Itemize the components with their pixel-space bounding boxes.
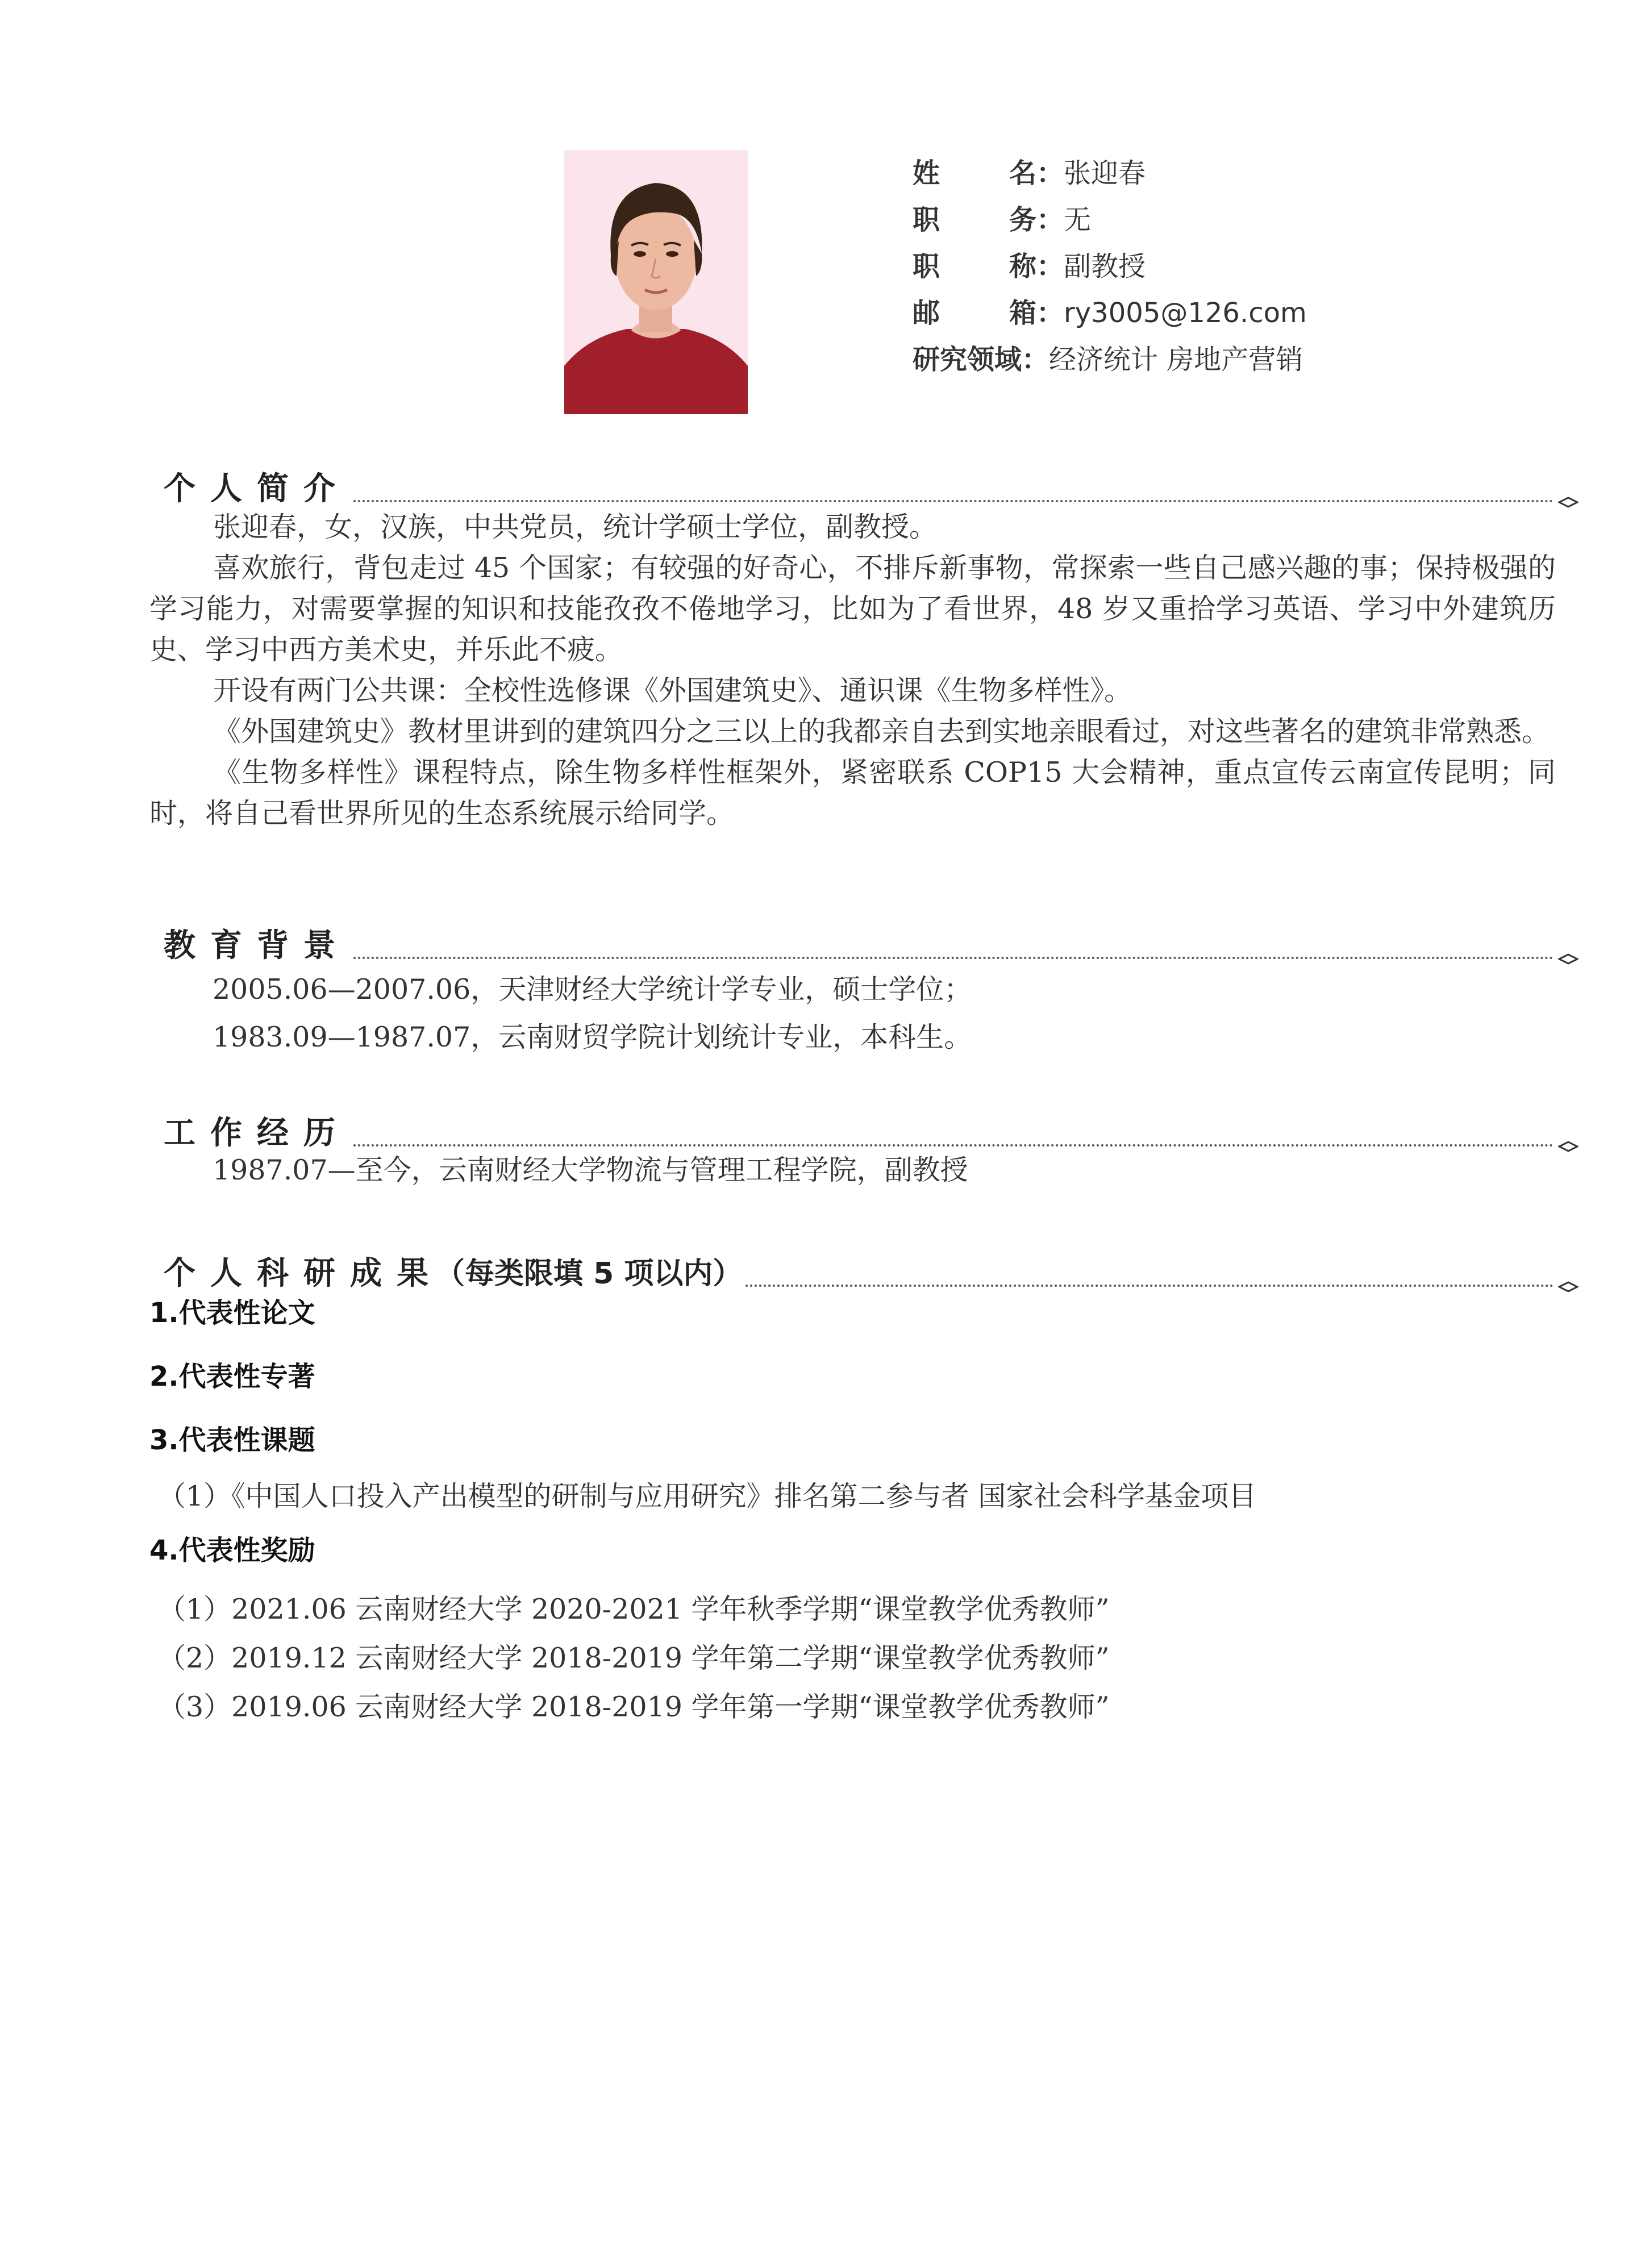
name-value: 张迎春 [1064, 157, 1146, 189]
diamond-icon [1558, 492, 1578, 512]
education-body [213, 966, 972, 1061]
intro-paragraph: 张迎春，女，汉族，中共党员，统计学硕士学位，副教授。 [213, 511, 938, 543]
duty-label-char-2: 务 [1009, 204, 1036, 236]
section-research-title: 个人科研成果 [164, 1255, 443, 1292]
project-item: （1）《中国人口投入产出模型的研制与应用研究》排名第二参与者 国家社会科学基金项目 [158, 1480, 1257, 1512]
email-label [913, 290, 1036, 336]
info-row-duty [913, 197, 1307, 243]
duty-colon: ： [1036, 204, 1064, 236]
portrait-illustration [564, 150, 748, 414]
email-colon: ： [1036, 297, 1064, 329]
section-divider [745, 1285, 1553, 1287]
title-label-char-2: 称 [1009, 251, 1036, 282]
email-label-char-2: 箱 [1009, 297, 1036, 329]
intro-body [149, 507, 1556, 834]
title-label-char-1: 职 [913, 251, 940, 282]
monographs-heading: 2.代表性专著 [149, 1361, 315, 1393]
info-row-title [913, 243, 1307, 290]
info-row-name [913, 150, 1307, 197]
profile-photo [564, 150, 748, 414]
awards-list [158, 1585, 1110, 1732]
diamond-icon [1558, 949, 1578, 969]
info-row-research [913, 336, 1307, 383]
section-divider [353, 957, 1553, 959]
intro-paragraph: 《外国建筑史》教材里讲到的建筑四分之三以上的我都亲自去到实地亲眼看过，对这些著名的建筑非常熟悉。 [213, 715, 1550, 748]
email-label-char-1: 邮 [913, 297, 940, 329]
name-colon: ： [1036, 157, 1064, 189]
title-colon: ： [1036, 251, 1064, 282]
intro-paragraph: 《生物多样性》课程特点，除生物多样性框架外，紧密联系 COP15 大会精神，重点宣传云南宣传昆明；同时，将自己看世界所见的生态系统展示给同学。 [149, 756, 1556, 829]
award-item: （1）2021.06 云南财经大学 2020-2021 学年秋季学期“课堂教学优秀教师” [158, 1593, 1110, 1625]
title-value: 副教授 [1064, 251, 1146, 282]
section-work-title: 工作经历 [164, 1115, 350, 1152]
diamond-icon [1558, 1277, 1578, 1297]
profile-info [913, 150, 1307, 383]
section-intro-title: 个人简介 [164, 470, 350, 507]
section-education-title: 教育背景 [164, 927, 350, 964]
education-item: 1983.09—1987.07，云南财贸学院计划统计专业，本科生。 [213, 1021, 972, 1053]
education-item: 2005.06—2007.06，天津财经大学统计学专业，硕士学位； [213, 973, 972, 1006]
section-research-header [164, 1248, 1578, 1294]
section-divider [353, 500, 1553, 502]
diamond-icon [1558, 1136, 1578, 1157]
intro-paragraph: 开设有两门公共课：全校性选修课《外国建筑史》、通识课《生物多样性》。 [213, 674, 1132, 707]
name-label-char-2: 名 [1009, 157, 1036, 189]
award-item: （2）2019.12 云南财经大学 2018-2019 学年第二学期“课堂教学优秀教师” [158, 1642, 1110, 1674]
section-divider [353, 1144, 1553, 1146]
name-label [913, 150, 1036, 197]
intro-paragraph: 喜欢旅行，背包走过 45 个国家；有较强的好奇心，不排斥新事物，常探索一些自己感兴趣的事；保持极强的学习能力，对需要掌握的知识和技能孜孜不倦地学习，比如为了看世界，48 岁又重拾学习英语、学习中外建筑历史、学习中西方美术史，并乐此不疲。 [149, 552, 1556, 666]
section-education-header [164, 920, 1578, 966]
name-label-char-1: 姓 [913, 157, 940, 189]
section-work-header [164, 1108, 1578, 1153]
email-value: ry3005@126.com [1064, 297, 1307, 329]
duty-value: 无 [1064, 204, 1092, 236]
section-research-note: （每类限填 5 项以内） [435, 1257, 743, 1291]
duty-label-char-1: 职 [913, 204, 940, 236]
award-item: （3）2019.06 云南财经大学 2018-2019 学年第一学期“课堂教学优秀教师” [158, 1691, 1110, 1723]
section-intro-header [164, 464, 1578, 509]
info-row-email [913, 290, 1307, 336]
work-item: 1987.07—至今，云南财经大学物流与管理工程学院，副教授 [213, 1154, 968, 1186]
research-value: 经济统计 房地产营销 [1049, 344, 1303, 376]
duty-label [913, 197, 1036, 243]
awards-heading: 4.代表性奖励 [149, 1535, 315, 1566]
projects-list [158, 1476, 1256, 1517]
papers-heading: 1.代表性论文 [149, 1297, 315, 1329]
projects-heading: 3.代表性课题 [149, 1424, 315, 1456]
title-label [913, 243, 1036, 290]
research-label: 研究领域： [913, 344, 1049, 376]
work-body [213, 1150, 968, 1191]
